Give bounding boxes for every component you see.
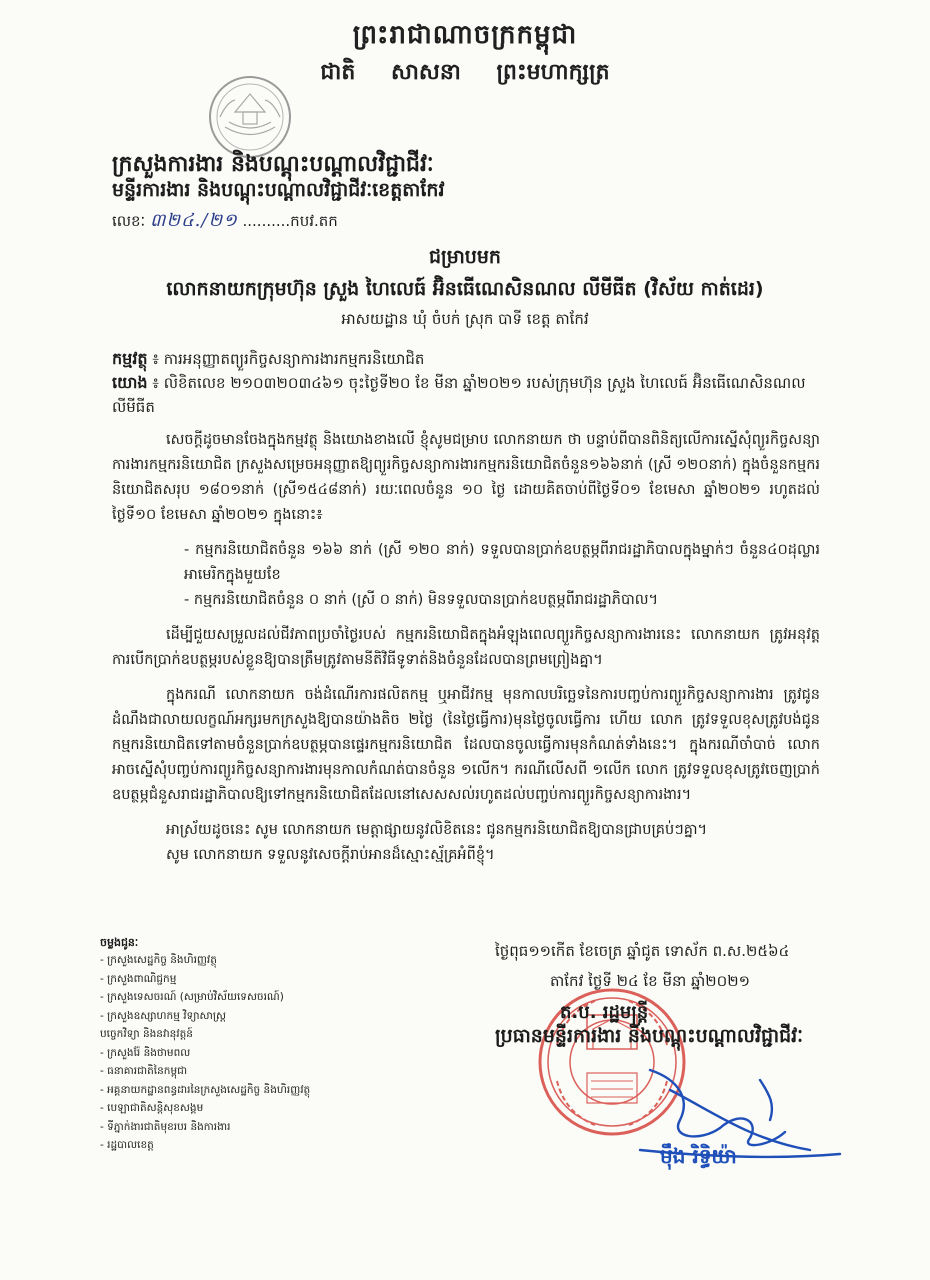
subject-line xyxy=(112,347,812,371)
motto-nation: ជាតិ xyxy=(320,60,356,85)
cc-title: ចម្លងជូនៈ xyxy=(100,936,139,949)
reference-line xyxy=(112,371,812,419)
on-behalf-of-minister: ត.ប. រដ្ឋមន្ត្រី xyxy=(560,1002,649,1023)
subject-block xyxy=(112,347,812,419)
list-item: - កម្មករនិយោជិតចំនួន ០ នាក់ (ស្រី ០ នាក់) មិនទទួលបានប្រាក់ឧបត្ថម្ភពីរាជរដ្ឋាភិបាល។ xyxy=(184,592,659,608)
list-item: - រដ្ឋបាលខេត្ត xyxy=(100,1139,154,1151)
ministry-name: ក្រសួងការងារ និងបណ្តុះបណ្តាលវិជ្ជាជីវៈ xyxy=(112,152,434,177)
reference-text: ៖ លិខិតលេខ ២១០៣២០៣៤៦១ ចុះថ្ងៃទី២០ ខែ មីនា ឆ្នាំ២០២១ របស់ក្រុមហ៊ុន ស្រួង ហៃលេធ៍ អ៊ិនធើណេសិនណល លីមីធីត xyxy=(112,374,806,416)
body-paragraph-5: សូម លោកនាយក ទទួលនូវសេចក្តីរាប់អានដ៏ស្មោះស្ម័គ្រអំពីខ្ញុំ។ xyxy=(166,847,495,863)
kingdom-title: ព្រះរាជាណាចក្រកម្ពុជា xyxy=(352,20,578,50)
list-item: - ក្រសួងរ៉ែ និងថាមពល xyxy=(100,1046,191,1059)
ref-label: លេខៈ xyxy=(112,212,146,230)
department-name: មន្ទីរការងារ និងបណ្តុះបណ្តាលវិជ្ជាជីវៈខេត្តតាកែវ xyxy=(112,179,445,201)
ref-number-handwritten: ៣២៤.​/២១ xyxy=(149,210,238,231)
salutation-heading: ជម្រាបមក xyxy=(429,246,501,268)
list-item: - ក្រសួងសេដ្ឋកិច្ច និងហិរញ្ញវត្ថុ xyxy=(100,954,217,966)
national-motto xyxy=(0,58,930,90)
gregorian-date: តាកែវ ថ្ងៃទី ២៤ ខែ មីនា ឆ្នាំ២០២១ xyxy=(550,972,750,990)
body-paragraph-3: ក្នុងករណី លោកនាយក ចង់ដំណើរការផលិតកម្ម ឬអាជីវកម្ម មុនកាលបរិច្ឆេទនៃការបញ្ចប់ការព្យួរកិច្ចសន្យាការងារ ត្រូវជូនដំណឹងជាលាយលក្ខណ៍អក្សរមកក្រសួងឱ្យបានយ៉ាងតិច ២ថ្ងៃ (នៃថ្ងៃធ្វើការ)មុនថ្ងៃចូលធ្វើការ ហើយ លោក ត្រូវទទួលខុសត្រូវបង់ជូនកម្មករនិយោជិតទៅតាមចំនួនប្រាក់ឧបត្ថម្ភបានផ្ទេរកម្មករនិយោជិត ដែលបានចូលធ្វើការមុនកំណត់ទាំងនេះ។ ក្នុងករណីចាំបាច់ លោក អាចស្នើសុំបញ្ចប់ការព្យួរកិច្ចសន្យាការងារមុនកាលកំណត់បានចំនួន ១លើក។ ករណីលើសពី ១លើក លោក ត្រូវទទួលខុសត្រូវចេញប្រាក់ឧបត្ថម្ភជំនួសរាជរដ្ឋាភិបាលឱ្យទៅកម្មករនិយោជិតដែលនៅសេសសល់រហូតដល់បញ្ចប់ការព្យួរកិច្ចសន្យាការងារ។ xyxy=(112,687,820,803)
signer-name: ម៉ឹង រិទ្ធិយ៉ា xyxy=(660,1144,737,1168)
list-item: - អគ្គនាយកដ្ឋានពន្ធដារនៃក្រសួងសេដ្ឋកិច្ច និងហិរញ្ញវត្ថុ xyxy=(100,1083,311,1096)
recipient-address: អាសយដ្ឋាន ឃុំ ចំបក់ ស្រុក បាទី ខេត្ត តាកែវ xyxy=(341,310,589,328)
ref-suffix: ..........កបវ.តក xyxy=(242,212,338,230)
list-item: - ក្រសួងឧស្សាហកម្ម វិទ្យាសាស្ត្រ បច្ចេកវិទ្យា និងនវានុវត្តន៍ xyxy=(100,1009,226,1040)
cc-list xyxy=(100,951,400,1155)
motto-religion: សាសនា xyxy=(390,60,461,85)
list-item: - ធនាគារជាតិនៃកម្ពុជា xyxy=(100,1065,188,1077)
signer-title: ប្រធានមន្ទីរការងារ និងបណ្តុះបណ្តាលវិជ្ជាជីវៈ xyxy=(495,1025,803,1047)
list-item: - ក្រសួងពាណិជ្ជកម្ម xyxy=(100,972,177,985)
reference-number xyxy=(112,208,338,235)
subject-text: ៖ ការអនុញ្ញាតព្យួរកិច្ចសន្យាការងារកម្មករនិយោជិត xyxy=(152,350,425,368)
list-item: - បេឡាជាតិសន្តិសុខសង្គម xyxy=(100,1102,204,1114)
body-paragraph-2: ដើម្បីជួយសម្រួលដល់ជីវភាពប្រចាំថ្ងៃរបស់ កម្មករនិយោជិតក្នុងអំឡុងពេលព្យួរកិច្ចសន្យាការងារនេះ លោកនាយក ត្រូវអនុវត្តការបើកប្រាក់ឧបត្ថម្ភរបស់ខ្លួនឱ្យបានត្រឹមត្រូវតាមនីតិវិធីទូទាត់និងចំនួនដែលបានព្រមព្រៀងគ្នា។ xyxy=(112,627,820,668)
recipient-name: លោកនាយកក្រុមហ៊ុន ស្រួង ហៃលេធ៍ អ៊ិនធើណេសិនណល លីមីធីត (វិស័យ កាត់ដេរ) xyxy=(166,278,764,300)
list-item: - ក្រសួងទេសចរណ៍ (សម្រាប់វិស័យទេសចរណ៍) xyxy=(100,991,284,1003)
worker-breakdown-list xyxy=(112,538,820,613)
list-item: - ទីភ្នាក់ងារជាតិមុខរបរ និងការងារ xyxy=(100,1120,231,1133)
motto-king: ព្រះមហាក្សត្រ xyxy=(496,60,610,85)
reference-label: យោង xyxy=(112,373,148,392)
body-paragraph-1: សេចក្តីដូចមានចែងក្នុងកម្មវត្ថុ និងយោងខាងលើ ខ្ញុំសូមជម្រាប លោកនាយក ថា បន្ទាប់ពីបានពិនិត្យលើការស្នើសុំព្យួរកិច្ចសន្យាការងារកម្មករនិយោជិត ក្រសួងសម្រេចអនុញ្ញាតឱ្យព្យួរកិច្ចសន្យាការងារកម្មករនិយោជិតចំនួន១៦៦នាក់ (ស្រី ១២០នាក់) ក្នុងចំនួនកម្មករនិយោជិតសរុប ១៨០១នាក់ (ស្រី១៥៤៨នាក់) រយៈពេលចំនួន ១០ ថ្ងៃ ដោយគិតចាប់ពីថ្ងៃទី០១ ខែមេសា ឆ្នាំ២០២១ រហូតដល់ថ្ងៃទី១០ ខែមេសា ឆ្នាំ២០២១ ក្នុងនោះ៖ xyxy=(112,432,820,523)
subject-label: កម្មវត្ថុ xyxy=(112,349,148,368)
list-item: - កម្មករនិយោជិតចំនួន ១៦៦ នាក់ (ស្រី ១២០ នាក់) ទទួលបានប្រាក់ឧបត្ថម្ភពីរាជរដ្ឋាភិបាលក្នុងម្នាក់ៗ ចំនួន៤០ដុល្លារអាមេរិកក្នុងមួយខែ xyxy=(184,542,820,583)
body-paragraph-4: អាស្រ័យដូចនេះ សូម លោកនាយក មេត្តាផ្សាយនូវលិខិតនេះ ជូនកម្មករនិយោជិតឱ្យបានជ្រាបគ្រប់ៗគ្នា។ xyxy=(166,822,708,838)
lunar-date: ថ្ងៃពុធ១១កើត ខែចេត្រ ឆ្នាំជូត ទោស័ក ព.ស.២៥៦៤ xyxy=(495,942,790,960)
ministry-emblem-icon xyxy=(205,72,295,162)
letter-body xyxy=(112,428,820,878)
